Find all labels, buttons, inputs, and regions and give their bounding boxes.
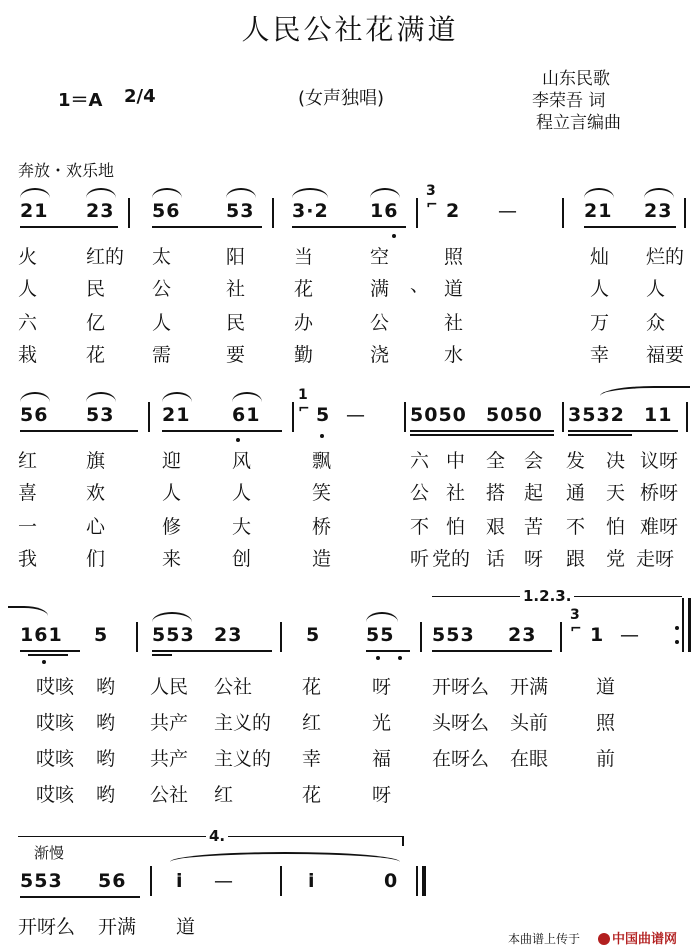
lyric: 道 xyxy=(596,676,616,698)
note-group: 56 xyxy=(152,200,181,222)
footer-text: 本曲谱上传于 xyxy=(508,932,581,946)
lyric: 桥呀 xyxy=(640,482,679,504)
lyric: 福要 xyxy=(646,344,685,366)
lyric: 要 xyxy=(226,344,246,366)
lyric: 照 xyxy=(596,712,616,734)
lyric: 太 xyxy=(152,246,172,268)
lyric: 红 xyxy=(18,450,38,472)
underline xyxy=(152,654,172,656)
lyric: 道 xyxy=(444,278,464,300)
lyric: 花 xyxy=(302,784,322,806)
lyric: 议呀 xyxy=(640,450,679,472)
lyric: 花 xyxy=(302,676,322,698)
lyric: 话 xyxy=(486,548,506,570)
lyric: 花 xyxy=(294,278,314,300)
note-group: i xyxy=(176,870,184,892)
lyric: 万 xyxy=(590,312,610,334)
lyric: 怕 xyxy=(606,516,626,538)
underline xyxy=(568,430,678,432)
system-3 xyxy=(0,584,700,806)
note-group: 3532 xyxy=(568,404,625,426)
dash: — xyxy=(346,404,366,426)
lyric: 呀 xyxy=(524,548,544,570)
lyric: 浇 xyxy=(370,344,390,366)
time-change-3-4: 3 ⌐ xyxy=(570,607,582,637)
octave-dot xyxy=(42,660,46,664)
lyric: 发 xyxy=(566,450,586,472)
note-group: 21 xyxy=(162,404,191,426)
barline xyxy=(562,402,564,432)
lyric: 众 xyxy=(646,312,666,334)
note-group: 5050 xyxy=(486,404,543,426)
lyric: 不 xyxy=(410,516,430,538)
slur xyxy=(86,392,116,402)
dash: — xyxy=(620,624,640,646)
note-group: 553 xyxy=(20,870,63,892)
lyric: 前 xyxy=(596,748,616,770)
slur xyxy=(366,612,398,622)
lyric: 喜 xyxy=(18,482,38,504)
lyric: 六 xyxy=(18,312,38,334)
lyric: 全 xyxy=(486,450,506,472)
barline xyxy=(128,198,130,228)
lyric: 头呀么 xyxy=(432,712,490,734)
note-group: 5 xyxy=(94,624,109,646)
octave-dot xyxy=(392,234,396,238)
octave-dot xyxy=(376,656,380,660)
lyric: 人 xyxy=(646,278,666,300)
lyric: 旗 xyxy=(86,450,106,472)
note-group: 5 xyxy=(306,624,321,646)
lyric: 公 xyxy=(410,482,430,504)
lyric: 决 xyxy=(606,450,626,472)
repeat-dot xyxy=(675,640,679,644)
lyric: 开呀么 xyxy=(432,676,490,698)
tempo-mark: 奔放・欢乐地 xyxy=(18,161,115,180)
system-2 xyxy=(0,380,700,580)
barline xyxy=(562,198,564,228)
key-signature: 1＝A xyxy=(58,90,103,111)
repeat-dot xyxy=(675,626,679,630)
lyric: 哟 xyxy=(96,676,116,698)
lyric: 哎咳 xyxy=(36,712,75,734)
barline xyxy=(272,198,274,228)
lyric: 公社 xyxy=(150,784,189,806)
lyric: 创 xyxy=(232,548,252,570)
note-group: 11 xyxy=(644,404,673,426)
performance-note: (女声独唱) xyxy=(298,88,385,109)
lyric: 哟 xyxy=(96,748,116,770)
note-group: 2 xyxy=(446,200,461,222)
slur xyxy=(86,188,116,198)
slur xyxy=(644,188,674,198)
barline xyxy=(560,622,562,652)
lyric: 社 xyxy=(446,482,466,504)
note-group: 1 xyxy=(590,624,605,646)
underline xyxy=(28,654,68,656)
lyric: 幸 xyxy=(302,748,322,770)
lyric: 当 xyxy=(294,246,314,268)
credit-origin: 山东民歌 xyxy=(542,69,610,89)
lyric: 、 xyxy=(410,274,430,296)
lyric: 红的 xyxy=(86,246,125,268)
note-group: 21 xyxy=(584,200,613,222)
underline xyxy=(432,650,552,652)
octave-dot xyxy=(236,438,240,442)
credit-lyricist: 李荣吾 词 xyxy=(532,91,606,111)
note-group: 3·2 xyxy=(292,200,329,222)
note-group: 23 xyxy=(86,200,115,222)
note-group: 53 xyxy=(86,404,115,426)
lyric: 照 xyxy=(444,246,464,268)
lyric: 来 xyxy=(162,548,182,570)
lyric: 呀 xyxy=(372,784,392,806)
lyric: 公 xyxy=(152,278,172,300)
lyric: 福 xyxy=(372,748,392,770)
lyric: 哎咳 xyxy=(36,784,75,806)
lyric: 开满 xyxy=(98,916,137,938)
lyric: 通 xyxy=(566,482,586,504)
lyric: 民 xyxy=(226,312,246,334)
barline xyxy=(292,402,294,432)
lyric: 怕 xyxy=(446,516,466,538)
underline xyxy=(20,430,138,432)
slur xyxy=(152,188,182,198)
lyric: 迎 xyxy=(162,450,182,472)
slur xyxy=(584,188,614,198)
tie xyxy=(600,386,690,396)
lyric: 欢 xyxy=(86,482,106,504)
lyric: 风 xyxy=(232,450,252,472)
lyric: 光 xyxy=(372,712,392,734)
time-signature: 2/4 xyxy=(124,86,156,107)
lyric: 水 xyxy=(444,344,464,366)
note-group: 55 xyxy=(366,624,395,646)
lyric: 阳 xyxy=(226,246,246,268)
lyric: 空 xyxy=(370,246,390,268)
lyric: 满 xyxy=(370,278,390,300)
lyric: 主义的 xyxy=(214,748,272,770)
lyric: 搭 xyxy=(486,482,506,504)
underline xyxy=(410,430,554,432)
lyric: 需 xyxy=(152,344,172,366)
lyric: 幸 xyxy=(590,344,610,366)
note-group: 21 xyxy=(20,200,49,222)
octave-dot xyxy=(398,656,402,660)
underline xyxy=(292,226,406,228)
system-1 xyxy=(0,176,700,376)
barline xyxy=(150,866,152,896)
lyric: 社 xyxy=(226,278,246,300)
lyric: 天 xyxy=(606,482,626,504)
slur xyxy=(370,188,400,198)
lyric: 道 xyxy=(176,916,196,938)
credit-arranger: 程立言编曲 xyxy=(536,113,621,133)
barline xyxy=(420,622,422,652)
lyric: 主义的 xyxy=(214,712,272,734)
slow-mark: 渐慢 xyxy=(34,844,65,862)
slur xyxy=(20,392,50,402)
lyric: 起 xyxy=(524,482,544,504)
lyric: 中 xyxy=(446,450,466,472)
slur xyxy=(226,188,256,198)
lyric: 一 xyxy=(18,516,38,538)
lyric: 栽 xyxy=(18,344,38,366)
lyric: 呀 xyxy=(372,676,392,698)
lyric: 走呀 xyxy=(636,548,675,570)
lyric: 红 xyxy=(214,784,234,806)
lyric: 修 xyxy=(162,516,182,538)
lyric: 会 xyxy=(524,450,544,472)
note-group: 553 xyxy=(152,624,195,646)
lyric: 心 xyxy=(86,516,106,538)
lyric: 人民 xyxy=(150,676,189,698)
underline xyxy=(584,226,676,228)
note-group: 53 xyxy=(226,200,255,222)
underline xyxy=(410,434,554,436)
barline xyxy=(684,198,686,228)
slur xyxy=(232,392,262,402)
lyric: 共产 xyxy=(150,712,189,734)
lyric: 办 xyxy=(294,312,314,334)
final-barline xyxy=(422,866,426,896)
lyric: 造 xyxy=(312,548,332,570)
underline xyxy=(568,434,632,436)
volta-label: 4. xyxy=(206,827,228,845)
footer-logo-text: 中国曲谱网 xyxy=(612,932,678,947)
lyric: 头前 xyxy=(510,712,549,734)
note-group: 0 xyxy=(384,870,399,892)
lyric: 公社 xyxy=(214,676,253,698)
volta-label: 1.2.3. xyxy=(520,587,574,605)
note-group: 5 xyxy=(316,404,331,426)
lyric: 人 xyxy=(232,482,252,504)
footer-logo[interactable] xyxy=(598,928,677,947)
lyric: 人 xyxy=(152,312,172,334)
barline xyxy=(148,402,150,432)
slur xyxy=(292,188,328,198)
lyric: 桥 xyxy=(312,516,332,538)
lyric: 红 xyxy=(302,712,322,734)
lyric: 社 xyxy=(444,312,464,334)
lyric: 灿 xyxy=(590,246,610,268)
octave-dot xyxy=(320,434,324,438)
lyric: 大 xyxy=(232,516,252,538)
slur xyxy=(162,392,192,402)
lyric: 在呀么 xyxy=(432,748,490,770)
note-group: 56 xyxy=(20,404,49,426)
slur xyxy=(20,188,50,198)
barline xyxy=(686,402,688,432)
note-group: 161 xyxy=(20,624,63,646)
lyric: 勤 xyxy=(294,344,314,366)
time-change-1-4: 1 ⌐ xyxy=(298,387,310,417)
lyric: 民 xyxy=(86,278,106,300)
note-group: 553 xyxy=(432,624,475,646)
lyric: 烂的 xyxy=(646,246,685,268)
lyric: 在眼 xyxy=(510,748,549,770)
note-group: 23 xyxy=(214,624,243,646)
underline xyxy=(152,226,262,228)
lyric: 哎咳 xyxy=(36,748,75,770)
lyric: 哎咳 xyxy=(36,676,75,698)
underline xyxy=(20,226,118,228)
dash: — xyxy=(498,200,518,222)
lyric: 开满 xyxy=(510,676,549,698)
note-group: 61 xyxy=(232,404,261,426)
lyric: 哟 xyxy=(96,712,116,734)
lyric: 苦 xyxy=(524,516,544,538)
lyric: 开呀么 xyxy=(18,916,76,938)
lyric: 六 xyxy=(410,450,430,472)
barline xyxy=(416,198,418,228)
underline xyxy=(152,650,272,652)
lyric: 跟 xyxy=(566,548,586,570)
slur xyxy=(152,612,192,622)
underline xyxy=(20,896,140,898)
lyric: 不 xyxy=(566,516,586,538)
tie xyxy=(8,606,48,616)
logo-icon xyxy=(598,933,610,945)
note-group: 56 xyxy=(98,870,127,892)
lyric: 们 xyxy=(86,548,106,570)
lyric: 人 xyxy=(590,278,610,300)
barline xyxy=(280,622,282,652)
system-4 xyxy=(0,826,700,946)
lyric: 艰 xyxy=(486,516,506,538)
lyric: 党的 xyxy=(432,548,471,570)
barline xyxy=(280,866,282,896)
barline xyxy=(136,622,138,652)
lyric: 我 xyxy=(18,548,38,570)
page-title: 人民公社花满道 xyxy=(241,13,459,46)
lyric: 花 xyxy=(86,344,106,366)
lyric: 党 xyxy=(606,548,626,570)
repeat-barline xyxy=(682,598,684,652)
note-group: 16 xyxy=(370,200,399,222)
dash: — xyxy=(214,870,234,892)
lyric: 哟 xyxy=(96,784,116,806)
underline xyxy=(366,650,410,652)
repeat-barline xyxy=(688,598,691,652)
volta-end xyxy=(402,836,404,846)
final-barline xyxy=(416,866,418,896)
note-group: 23 xyxy=(508,624,537,646)
lyric: 亿 xyxy=(86,312,106,334)
lyric: 笑 xyxy=(312,482,332,504)
lyric: 火 xyxy=(18,246,38,268)
lyric: 公 xyxy=(370,312,390,334)
time-change-3-4: 3 ⌐ xyxy=(426,183,438,213)
lyric: 听 xyxy=(410,548,430,570)
lyric: 共产 xyxy=(150,748,189,770)
note-group: 5050 xyxy=(410,404,467,426)
barline xyxy=(404,402,406,432)
underline xyxy=(162,430,282,432)
lyric: 飘 xyxy=(312,450,332,472)
tie xyxy=(170,852,400,862)
underline xyxy=(20,650,80,652)
note-group: 23 xyxy=(644,200,673,222)
lyric: 人 xyxy=(162,482,182,504)
lyric: 人 xyxy=(18,278,38,300)
lyric: 难呀 xyxy=(640,516,679,538)
note-group: i xyxy=(308,870,316,892)
